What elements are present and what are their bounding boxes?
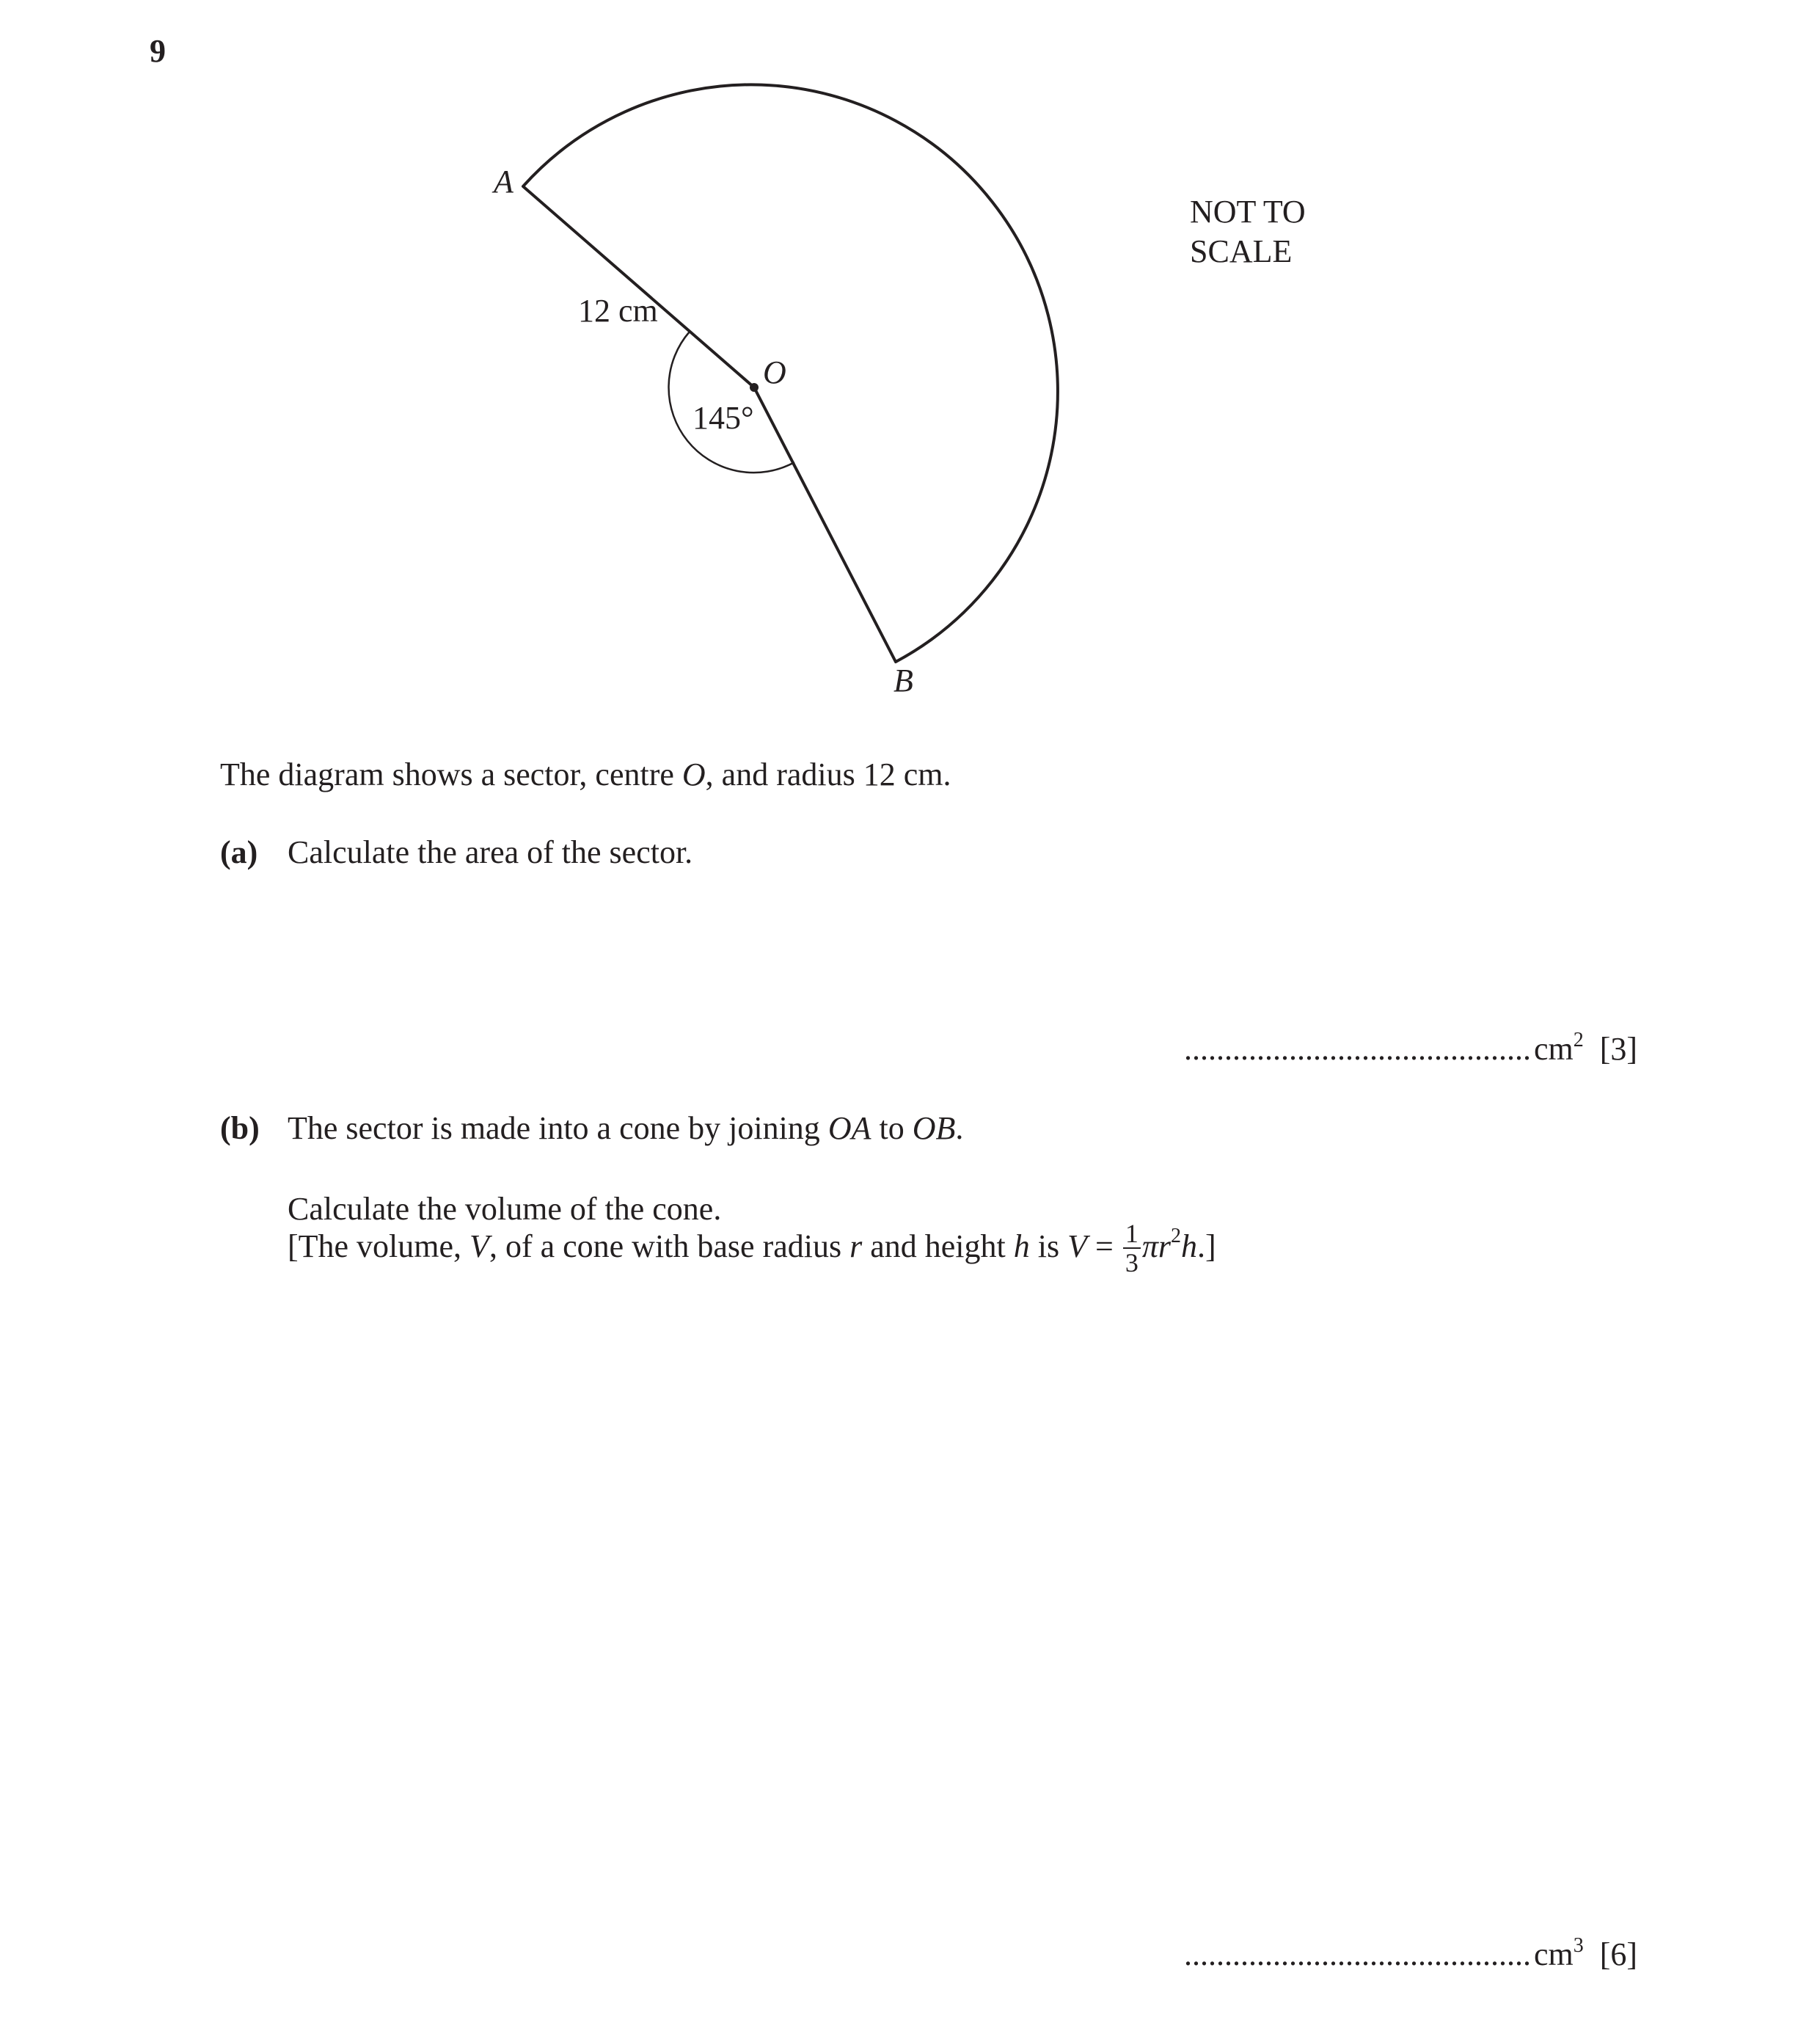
fraction-one-third: $\frac{1}{3}$ — [1123, 1219, 1141, 1277]
answer-unit-b: cm — [1534, 1936, 1574, 1972]
answer-dots-a: ........................................... — [1184, 1031, 1531, 1067]
answer-line-a[interactable] — [1184, 1030, 1637, 1068]
label-o: O — [763, 354, 786, 390]
angle-label: 145° — [692, 400, 754, 436]
part-b-instruction: Calculate the volume of the cone. — [288, 1191, 722, 1227]
part-a-text: Calculate the area of the sector. — [288, 834, 693, 870]
part-a-label: (a) — [220, 834, 258, 870]
answer-unit-a: cm — [1534, 1031, 1574, 1067]
not-to-scale-note — [1190, 192, 1306, 271]
sector-outline — [523, 84, 1058, 662]
note-line-1: NOT TO — [1190, 194, 1306, 230]
sector-diagram — [0, 0, 1820, 734]
question-number: 9 — [150, 33, 166, 69]
marks-b: [6] — [1599, 1936, 1638, 1972]
part-b-label: (b) — [220, 1110, 260, 1146]
note-line-2: SCALE — [1190, 233, 1293, 269]
answer-power-a: 2 — [1573, 1029, 1584, 1051]
intro-text: The diagram shows a sector, centre O, and radius 12 cm. — [220, 756, 951, 792]
label-a: A — [494, 164, 514, 200]
answer-line-b[interactable] — [1184, 1936, 1637, 1973]
marks-a: [3] — [1599, 1031, 1638, 1067]
part-b-text: The sector is made into a cone by joining OA to OB. — [288, 1110, 964, 1146]
centre-point — [750, 383, 759, 392]
radius-label: 12 cm — [578, 293, 658, 329]
label-b: B — [893, 663, 913, 699]
answer-power-b: 3 — [1573, 1934, 1584, 1957]
answer-dots-b: ........................................... — [1184, 1936, 1531, 1972]
centre-letter: O — [681, 756, 706, 792]
cone-formula: [The volume, V, of a cone with base radius r and height h is V = $\frac{1}{3}$ $\pi r^2h$.] — [288, 1219, 1216, 1277]
